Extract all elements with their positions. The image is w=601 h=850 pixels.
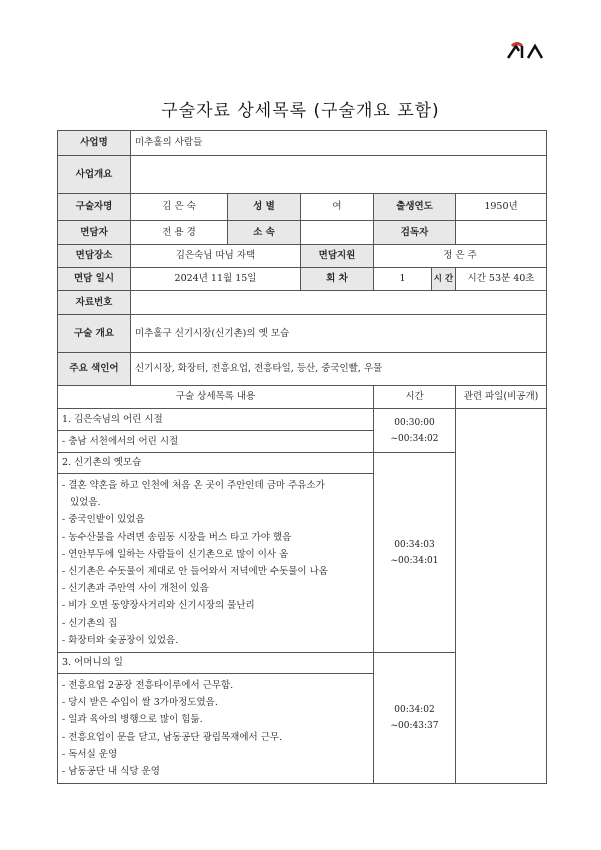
list-item: - 일과 육아의 병행으로 많이 힘듦. (62, 714, 203, 726)
narrator-value: 김 은 숙 (131, 194, 228, 221)
list-item: - 전흥요업 2공장 전흥타이루에서 근무함. (62, 680, 234, 692)
interviewer-label: 면담자 (58, 221, 131, 245)
section-3-title: 3. 어머니의 일 (58, 653, 374, 674)
section-2-items (58, 474, 374, 653)
detail-files-header: 관련 파일(비공개) (456, 386, 547, 409)
section-2-time-text: 00:34:03 ~00:34:01 (390, 539, 439, 566)
list-item: - 중국인밭이 있었음 (62, 514, 145, 526)
list-item: - 신기촌의 집 (62, 617, 118, 629)
attendee-value: 정 은 주 (374, 245, 547, 268)
institution-logo-icon (506, 42, 544, 60)
keywords-value: 신기시장, 화장터, 전흥요업, 전흥타일, 등산, 중국인빨, 우물 (131, 353, 547, 386)
birth-label: 출생연도 (374, 194, 456, 221)
place-label: 면담장소 (58, 245, 131, 268)
section-1-title: 1. 김은숙님의 어린 시절 (58, 409, 374, 431)
section-1-time-text: 00:30:00 ~00:34:02 (390, 417, 439, 444)
keywords-label: 주요 색인어 (58, 353, 131, 386)
session-value: 1 (374, 268, 432, 291)
list-item: - 비가 오면 동양장사거리와 신기시장의 물난리 (62, 600, 255, 612)
docno-value (131, 291, 547, 315)
narrator-label: 구술자명 (58, 194, 131, 221)
page-title: 구술자료 상세목록 (구술개요 포함) (161, 101, 440, 121)
reviewer-value (456, 221, 547, 245)
section-3-time-text: 00:34:02 ~00:43:37 (390, 705, 439, 732)
list-item: - 남동공단 내 식당 운영 (62, 766, 160, 778)
list-item: - 당시 받은 수입이 쌀 3가마정도였음. (62, 697, 218, 709)
section-2-time (374, 453, 456, 653)
session-label: 회 차 (301, 268, 374, 291)
birth-value: 1950년 (456, 194, 547, 221)
list-item: - 연안부두에 일하는 사람들이 신기촌으로 많이 이사 옴 (62, 548, 289, 560)
place-value: 김은숙님 따님 자택 (131, 245, 301, 268)
detail-time-header: 시간 (374, 386, 456, 409)
overview-label: 사업개요 (58, 156, 131, 194)
project-value: 미추홀의 사람들 (131, 131, 547, 156)
list-item: - 결혼 약혼을 하고 인천에 처음 온 곳이 주안인데 금마 주유소가 (62, 480, 325, 491)
list-item: - 화장터와 숯공장이 있었음. (62, 634, 179, 646)
project-label: 사업명 (58, 131, 131, 156)
related-files-cell (456, 409, 547, 784)
overview-value (131, 156, 547, 194)
date-label: 면담 일시 (58, 268, 131, 291)
affiliation-value (301, 221, 374, 245)
list-item: 있었음. (70, 497, 101, 509)
list-item: - 신기촌은 수돗물이 제대로 안 들어와서 저녁에만 수돗물이 나옴 (62, 566, 328, 578)
interview-detail-table (57, 130, 547, 784)
docno-label: 자료번호 (58, 291, 131, 315)
gender-label: 성 별 (228, 194, 301, 221)
list-item: - 농수산물을 사려면 송림동 시장을 버스 타고 가야 했음 (62, 531, 292, 543)
date-value: 2024년 11월 15일 (131, 268, 301, 291)
list-item: - 독서실 운영 (62, 748, 118, 760)
attendee-label: 면담지원 (301, 245, 374, 268)
summary-value: 미추홀구 신기시장(신기촌)의 옛 모습 (131, 315, 547, 353)
section-2-title: 2. 신기촌의 옛모습 (58, 453, 374, 474)
summary-label: 구술 개요 (58, 315, 131, 353)
list-item: - 전흥요업이 문을 닫고, 남동공단 광림목재에서 근무. (62, 731, 283, 743)
section-3-time (374, 653, 456, 784)
duration-value: 시간 53분 40초 (456, 268, 547, 291)
interviewer-value: 전 용 경 (131, 221, 228, 245)
section-1-item: - 충남 서천에서의 어린 시절 (58, 431, 374, 453)
section-1-time (374, 409, 456, 453)
affiliation-label: 소 속 (228, 221, 301, 245)
duration-label: 시 간 (432, 268, 456, 291)
detail-content-header: 구술 상세목록 내용 (58, 386, 374, 409)
gender-value: 여 (301, 194, 374, 221)
section-3-items (58, 674, 374, 784)
list-item: - 신기촌과 주안역 사이 개천이 있음 (62, 583, 209, 595)
reviewer-label: 검독자 (374, 221, 456, 245)
